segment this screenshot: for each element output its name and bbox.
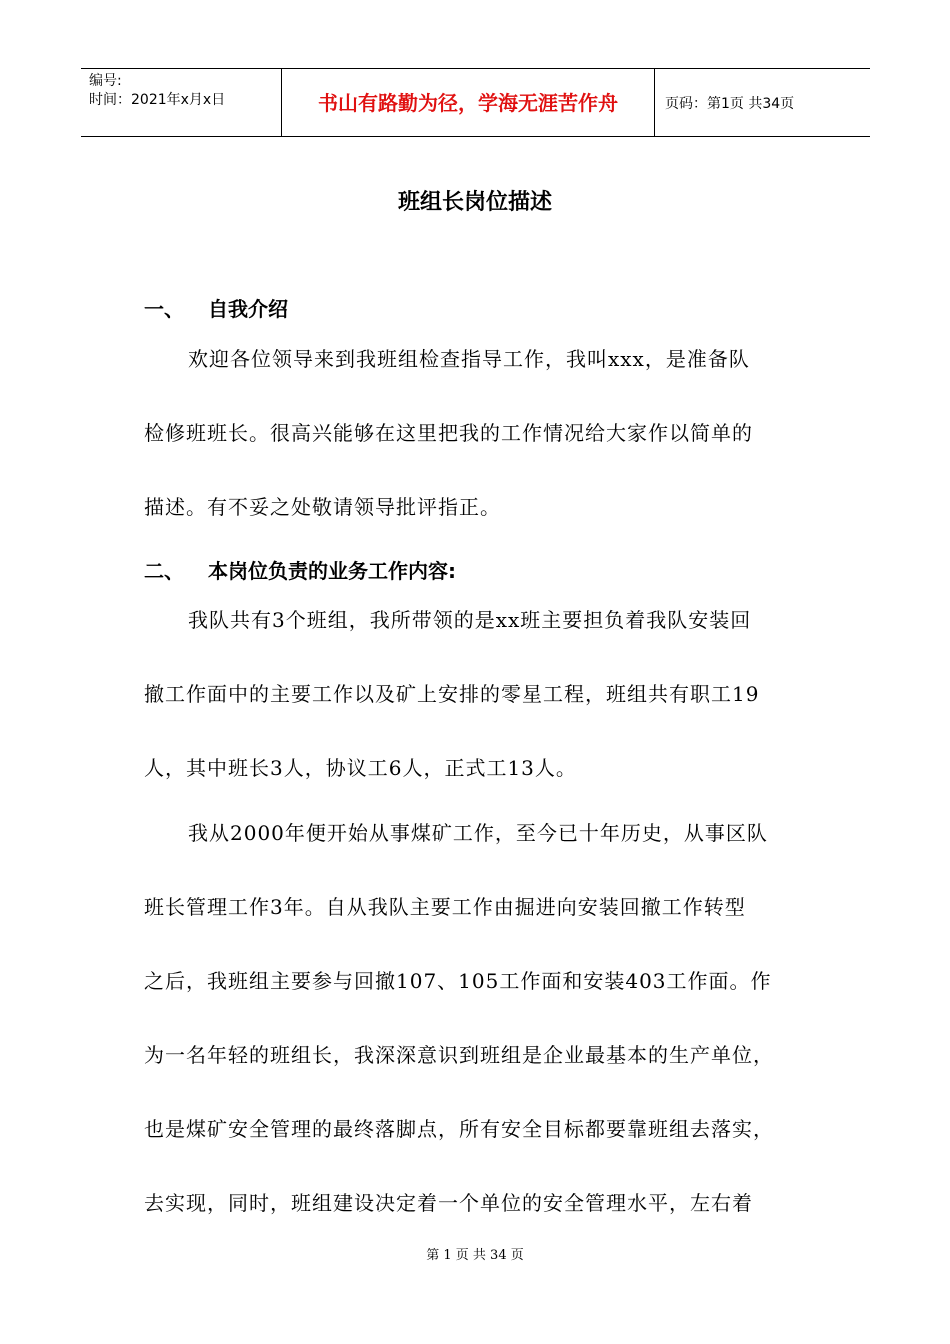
page-footer: 第 1 页 共 34 页 [426,1248,524,1263]
paragraph-line: 我从2000年便开始从事煤矿工作，至今已十年历史，从事区队 [188,821,768,845]
header-motto-cell [282,69,655,136]
paragraph-line: 也是煤矿安全管理的最终落脚点，所有安全目标都要靠班组去落实， [144,1117,774,1141]
paragraph-line: 我队共有3个班组，我所带领的是xx班主要担负着我队安装回 [188,608,752,632]
paragraph-line: 撤工作面中的主要工作以及矿上安排的零星工程，班组共有职工19 [144,682,760,706]
section-title: 本岗位负责的业务工作内容: [208,559,456,583]
paragraph-line: 描述。有不妥之处敬请领导批评指正。 [144,495,501,519]
paragraph-line: 欢迎各位领导来到我班组检查指导工作，我叫xxx，是准备队 [188,347,750,371]
header-motto: 书山有路勤为径，学海无涯苦作舟 [318,91,618,115]
document-date: 时间：2021年x月x日 [89,92,226,108]
paragraph-line: 人，其中班长3人，协议工6人，正式工13人。 [144,756,577,780]
paragraph-line: 去实现，同时，班组建设决定着一个单位的安全管理水平，左右着 [144,1191,753,1215]
header-page-cell [655,69,870,136]
paragraph-line: 为一名年轻的班组长，我深深意识到班组是企业最基本的生产单位， [144,1043,774,1067]
header-page-info: 页码：第1页 共34页 [665,96,795,112]
paragraph-line: 之后，我班组主要参与回撤107、105工作面和安装403工作面。作 [144,969,772,993]
document-number: 编号: [89,73,122,89]
section-number: 二、 [144,559,184,583]
header-info-cell [81,69,282,136]
document-header [81,68,870,137]
paragraph-line: 班长管理工作3年。自从我队主要工作由掘进向安装回撤工作转型 [144,895,746,919]
section-number: 一、 [144,297,184,321]
paragraph-line: 检修班班长。很高兴能够在这里把我的工作情况给大家作以简单的 [144,421,753,445]
section-heading-1 [144,295,288,323]
section-title: 自我介绍 [208,297,288,321]
section-heading-2 [144,557,456,585]
document-title: 班组长岗位描述 [397,190,552,215]
